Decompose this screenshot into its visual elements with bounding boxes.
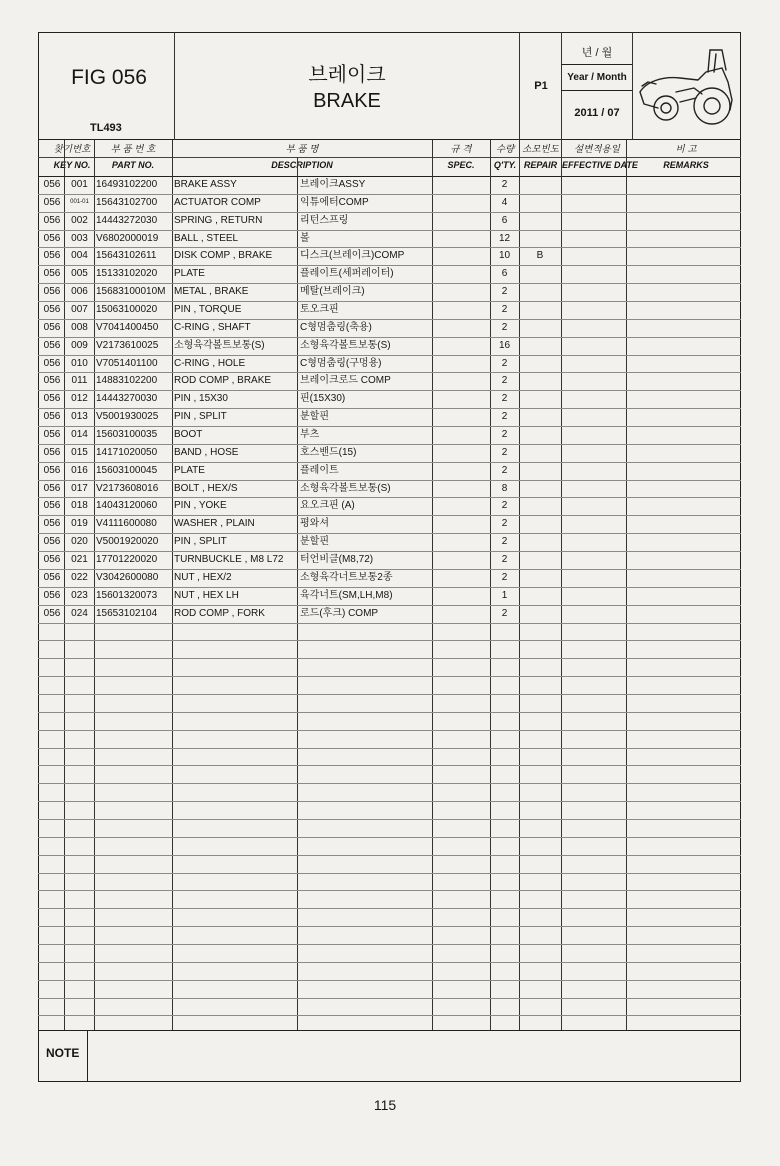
cell-key-no: 001 — [71, 179, 88, 190]
cell-qty: 2 — [501, 554, 508, 566]
row-line — [38, 944, 741, 945]
cell-description: PIN , SPLIT — [174, 411, 227, 423]
cell-part-no: 14443272030 — [96, 214, 158, 226]
cell-description-kr: 메탈(브레이크) — [300, 286, 365, 298]
cell-qty: 16 — [498, 339, 511, 351]
cell-part-no: V7051401100 — [96, 357, 158, 369]
cell-fig: 056 — [43, 607, 61, 619]
cell-key-no: 017 — [71, 482, 88, 494]
cell-key-no: 010 — [71, 357, 88, 369]
row-line — [38, 783, 741, 784]
page-code: P1 — [534, 80, 548, 92]
header-divider — [519, 32, 520, 140]
row-line — [38, 676, 741, 677]
cell-key-no: 019 — [71, 518, 88, 530]
row-line — [38, 712, 741, 713]
cell-qty: 2 — [501, 375, 508, 387]
cell-part-no: 15601320073 — [96, 589, 158, 601]
cell-description-kr: 소형육각너트보통2종 — [300, 571, 393, 583]
col-qty: Q'TY. — [493, 160, 517, 170]
row-line — [38, 837, 741, 838]
cell-description: PIN , SPLIT — [174, 536, 227, 548]
cell-description: PIN , YOKE — [174, 500, 227, 512]
row-line — [38, 980, 741, 981]
cell-part-no: 14043120060 — [96, 500, 158, 512]
cell-part-no: V5001930025 — [96, 411, 159, 423]
cell-key-no: 015 — [71, 446, 88, 458]
cell-part-no: 14883102200 — [96, 375, 158, 387]
cell-description: WASHER , PLAIN — [174, 518, 255, 530]
cell-key-no: 008 — [71, 321, 88, 333]
cell-key-no: 021 — [71, 554, 88, 566]
cell-part-no: 17701220020 — [96, 554, 158, 566]
cell-description-kr: 플레이트 — [300, 464, 339, 476]
col-key-kr: 찾기번호 — [53, 144, 91, 155]
cell-qty: 2 — [501, 321, 508, 333]
cell-description-kr: 터언비클(M8,72) — [300, 554, 374, 566]
cell-description-kr: 브레이크ASSY — [300, 179, 366, 190]
cell-description-kr: 분할핀 — [300, 536, 329, 548]
cell-part-no: V5001920020 — [96, 536, 159, 548]
note-label-divider — [87, 1030, 88, 1082]
cell-description-kr: 볼 — [300, 232, 310, 244]
cell-key-no: 012 — [71, 393, 88, 405]
page-title-korean: 브레이크 — [308, 64, 386, 86]
cell-part-no: 15603100045 — [96, 464, 158, 476]
cell-description: BOOT — [174, 429, 203, 441]
cell-fig: 056 — [43, 446, 61, 458]
cell-key-no: 009 — [71, 339, 88, 351]
cell-key-no: 011 — [71, 375, 88, 387]
cell-fig: 056 — [43, 268, 61, 280]
row-line — [38, 819, 741, 820]
cell-description: ACTUATOR COMP — [174, 196, 261, 208]
cell-qty: 2 — [501, 536, 508, 548]
cell-description-kr: 소형육각볼트보통(S) — [300, 339, 391, 351]
cell-description-kr: C형멈춤링(축용) — [300, 321, 372, 333]
cell-fig: 056 — [43, 179, 61, 190]
year-month-value: 2011 / 07 — [574, 107, 620, 119]
col-spec: SPEC. — [447, 160, 475, 170]
cell-fig: 056 — [43, 214, 61, 226]
header-divider — [632, 32, 633, 140]
row-line — [38, 962, 741, 963]
cell-qty: 2 — [501, 500, 508, 512]
cell-description: ROD COMP , FORK — [174, 607, 265, 619]
cell-fig: 056 — [43, 464, 61, 476]
cell-qty: 10 — [498, 250, 511, 262]
cell-description: BOLT , HEX/S — [174, 482, 238, 494]
column-divider — [626, 140, 627, 1030]
column-divider — [297, 157, 298, 1030]
cell-description: NUT , HEX/2 — [174, 571, 232, 583]
cell-fig: 056 — [43, 393, 61, 405]
cell-description: PIN , TORQUE — [174, 304, 242, 316]
col-spec-kr: 규 격 — [450, 144, 472, 155]
cell-part-no: 15603100035 — [96, 429, 158, 441]
cell-qty: 2 — [501, 411, 508, 423]
cell-key-no: 005 — [71, 268, 88, 280]
cell-description: PLATE — [174, 268, 205, 280]
cell-key-no: 004 — [71, 250, 88, 262]
cell-description-kr: 익튜에터COMP — [300, 196, 369, 208]
column-divider — [172, 140, 173, 1030]
cell-description: TURNBUCKLE , M8 L72 — [174, 554, 284, 566]
cell-description: PIN , 15X30 — [174, 393, 228, 405]
cell-description: PLATE — [174, 464, 205, 476]
cell-part-no: 16493102200 — [96, 179, 158, 190]
cell-description-kr: 리턴스프링 — [300, 214, 349, 226]
column-divider — [519, 140, 520, 1030]
cell-fig: 056 — [43, 250, 61, 262]
cell-qty: 2 — [501, 464, 508, 476]
tractor-illustration — [636, 42, 738, 134]
row-line — [38, 694, 741, 695]
cell-part-no: 14443270030 — [96, 393, 158, 405]
cell-description-kr: 플레이트(세퍼레이터) — [300, 268, 394, 280]
col-desc-kr: 부 품 명 — [285, 144, 319, 155]
cell-qty: 8 — [501, 482, 508, 494]
cell-fig: 056 — [43, 429, 61, 441]
row-line — [38, 640, 741, 641]
row-line — [38, 855, 741, 856]
col-repair: REPAIR — [523, 160, 558, 170]
cell-qty: 2 — [501, 607, 508, 619]
cell-qty: 2 — [501, 571, 508, 583]
cell-description-kr: C형멈춤링(구멍용) — [300, 357, 382, 369]
year-month-label: Year / Month — [567, 72, 627, 83]
cell-description-kr: 평와셔 — [300, 518, 329, 530]
cell-key-no: 024 — [71, 607, 88, 619]
cell-key-no: 020 — [71, 536, 88, 548]
col-repair-kr: 소모빈도 — [522, 144, 559, 155]
cell-qty: 6 — [501, 268, 508, 280]
cell-fig: 056 — [43, 286, 61, 298]
col-effective-kr: 설변적용일 — [574, 144, 620, 155]
page-title: BRAKE — [313, 90, 381, 112]
note-divider — [38, 1030, 741, 1031]
cell-part-no: 15683100010M — [96, 286, 166, 298]
row-line — [38, 765, 741, 766]
row-line — [38, 658, 741, 659]
cell-qty: 2 — [501, 286, 508, 298]
cell-key-no: 018 — [71, 500, 88, 512]
cell-description-kr: 핀(15X30) — [300, 393, 346, 405]
cell-description-kr: 브레이크로드 COMP — [300, 375, 391, 387]
col-remarks-kr: 비 고 — [675, 144, 697, 155]
header-divider — [561, 90, 632, 91]
cell-qty: 2 — [501, 357, 508, 369]
cell-part-no: V6802000019 — [96, 232, 159, 244]
row-line — [38, 873, 741, 874]
cell-qty: 2 — [501, 393, 508, 405]
cell-key-no: 014 — [71, 429, 88, 441]
cell-description-kr: 토오크핀 — [300, 304, 339, 316]
year-month-label-korean: 년 / 월 — [581, 47, 613, 59]
row-line — [38, 801, 741, 802]
col-remarks: REMARKS — [663, 160, 709, 170]
cell-part-no: V2173610025 — [96, 339, 159, 351]
column-divider — [432, 140, 433, 1030]
cell-description-kr: 소형육각볼트보통(S) — [300, 482, 391, 494]
cell-part-no: 15133102020 — [96, 268, 158, 280]
row-line — [38, 998, 741, 999]
cell-qty: 2 — [501, 429, 508, 441]
cell-part-no: V4111600080 — [96, 518, 157, 530]
cell-fig: 056 — [43, 518, 61, 530]
cell-part-no: 15063100020 — [96, 304, 158, 316]
cell-qty: 2 — [501, 518, 508, 530]
col-qty-kr: 수량 — [495, 144, 515, 155]
cell-fig: 056 — [43, 375, 61, 387]
cell-part-no: 14171020050 — [96, 446, 158, 458]
cell-description-kr: 로드(후크) COMP — [300, 607, 379, 619]
cell-fig: 056 — [43, 339, 61, 351]
cell-fig: 056 — [43, 321, 61, 333]
cell-fig: 056 — [43, 589, 61, 601]
cell-fig: 056 — [43, 357, 61, 369]
model-code: TL493 — [90, 122, 122, 134]
cell-description: BAND , HOSE — [174, 446, 239, 458]
cell-description: C-RING , HOLE — [174, 357, 246, 369]
cell-qty: 2 — [501, 304, 508, 316]
cell-part-no: 15643102700 — [96, 196, 158, 208]
table-header-divider — [38, 157, 741, 158]
row-line — [38, 623, 741, 624]
cell-part-no: V2173608016 — [96, 482, 159, 494]
col-part-no: PART NO. — [111, 160, 155, 170]
col-effective-date: EFFECTIVE DATE — [562, 160, 638, 170]
page-number: 115 — [373, 1097, 397, 1113]
cell-description: C-RING , SHAFT — [174, 321, 251, 333]
cell-qty: 2 — [501, 179, 508, 190]
cell-description: NUT , HEX LH — [174, 589, 239, 601]
cell-description-kr: 호스밴드(15) — [300, 446, 357, 458]
cell-fig: 056 — [43, 232, 61, 244]
cell-key-no: 023 — [71, 589, 88, 601]
column-divider — [94, 140, 95, 1030]
row-line — [38, 748, 741, 749]
cell-fig: 056 — [43, 500, 61, 512]
col-part-kr: 부 품 번 호 — [110, 144, 156, 155]
cell-fig: 056 — [43, 482, 61, 494]
cell-description-kr: 요오크핀 (A) — [300, 500, 355, 512]
row-line — [38, 730, 741, 731]
cell-part-no: 15653102104 — [96, 607, 158, 619]
cell-fig: 056 — [43, 411, 61, 423]
cell-key-no: 016 — [71, 464, 88, 476]
cell-key-no: 022 — [71, 571, 88, 583]
cell-qty: 1 — [501, 589, 508, 601]
cell-qty: 12 — [498, 232, 511, 244]
row-line — [38, 1015, 741, 1016]
cell-part-no: V3042600080 — [96, 571, 159, 583]
header-divider — [174, 32, 175, 140]
cell-description: METAL , BRAKE — [174, 286, 249, 298]
cell-description: SPRING , RETURN — [174, 214, 263, 226]
column-divider — [561, 140, 562, 1030]
cell-qty: 6 — [501, 214, 508, 226]
cell-fig: 056 — [43, 571, 61, 583]
cell-repair: B — [536, 250, 544, 262]
cell-description-kr: 디스크(브레이크)COMP — [300, 250, 405, 262]
cell-description-kr: 분할핀 — [300, 411, 329, 423]
cell-part-no: 15643102611 — [96, 250, 157, 262]
cell-key-no: 002 — [71, 214, 88, 226]
cell-fig: 056 — [43, 304, 61, 316]
row-line — [38, 926, 741, 927]
row-line — [38, 908, 741, 909]
cell-description: BALL , STEEL — [174, 232, 239, 244]
cell-key-no: 003 — [71, 232, 88, 244]
cell-fig: 056 — [43, 196, 61, 208]
cell-description: 소형육각볼트보통(S) — [174, 339, 265, 351]
cell-key-no: 013 — [71, 411, 88, 423]
cell-description: ROD COMP , BRAKE — [174, 375, 272, 387]
cell-qty: 4 — [501, 196, 508, 208]
cell-description-kr: 부츠 — [300, 429, 320, 441]
cell-description: BRAKE ASSY — [174, 179, 237, 190]
cell-description: DISK COMP , BRAKE — [174, 250, 273, 262]
header-divider — [561, 64, 632, 65]
row-line — [38, 890, 741, 891]
figure-number: FIG 056 — [71, 66, 147, 89]
col-description: DESCRIPTION — [271, 160, 333, 170]
cell-qty: 2 — [501, 446, 508, 458]
cell-fig: 056 — [43, 554, 61, 566]
note-label: NOTE — [46, 1046, 80, 1060]
cell-part-no: V7041400450 — [96, 321, 159, 333]
cell-key-no: 007 — [71, 304, 88, 316]
col-key-no: KEY NO. — [53, 160, 91, 170]
cell-key-no: 006 — [71, 286, 88, 298]
cell-key-no: 001-01 — [70, 198, 89, 205]
cell-description-kr: 육각너트(SM,LH,M8) — [300, 589, 393, 601]
cell-fig: 056 — [43, 536, 61, 548]
